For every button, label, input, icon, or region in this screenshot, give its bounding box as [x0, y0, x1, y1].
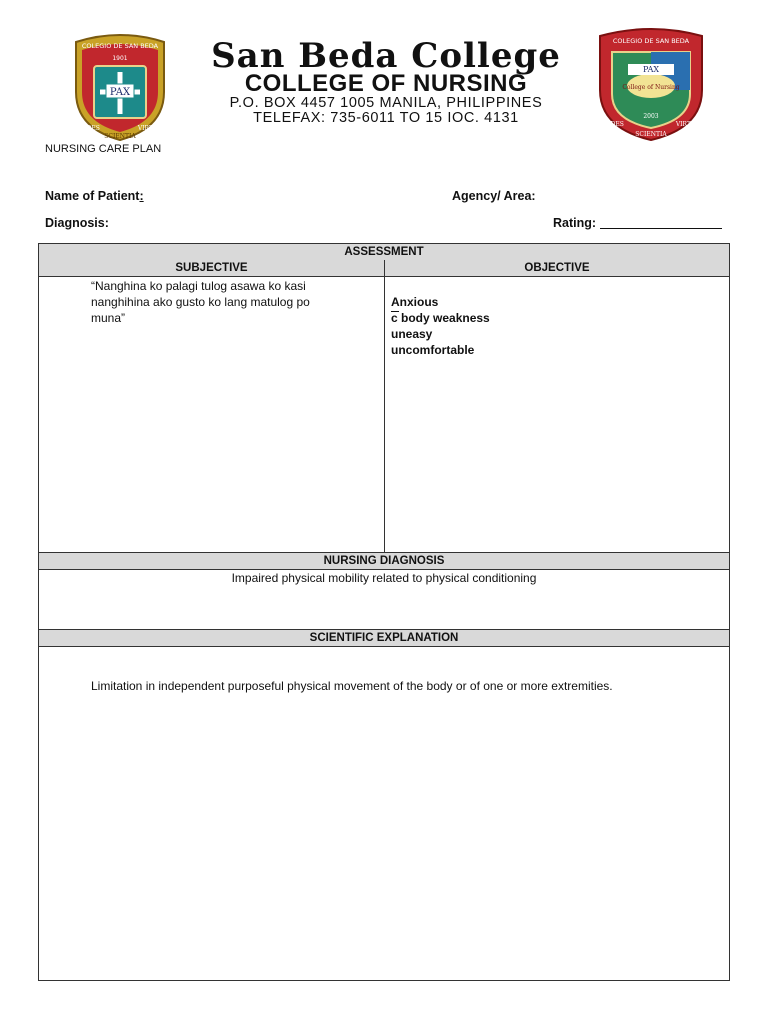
svg-text:VIRTUS: VIRTUS	[137, 125, 163, 132]
objective-header: OBJECTIVE	[385, 260, 729, 277]
column-divider	[384, 260, 385, 552]
svg-text:PAX: PAX	[109, 87, 131, 98]
college-telefax: TELEFAX: 735-6011 TO 15 IOC. 4131	[253, 110, 519, 126]
svg-text:COLEGIO DE SAN BEDA: COLEGIO DE SAN BEDA	[81, 42, 159, 50]
assessment-header: ASSESSMENT	[39, 244, 729, 261]
rating-blank-line	[600, 216, 722, 229]
scientific-explanation-section	[38, 629, 730, 981]
subjective-header: SUBJECTIVE	[39, 260, 385, 277]
svg-text:VIRTUS: VIRTUS	[675, 121, 701, 128]
svg-text:PAX: PAX	[642, 65, 660, 74]
diagnosis-label: Diagnosis:	[45, 216, 109, 230]
college-address: P.O. BOX 4457 1005 MANILA, PHILIPPINES	[229, 95, 543, 111]
nursing-diagnosis-text: Impaired physical mobility related to physical conditioning	[231, 571, 537, 585]
svg-text:SCIENTIA: SCIENTIA	[104, 133, 136, 140]
nursing-diagnosis-section	[38, 552, 730, 630]
svg-text:SCIENTIA: SCIENTIA	[635, 131, 667, 138]
objective-text: Anxious c body weakness uneasy uncomfortable	[391, 295, 490, 357]
svg-text:College of Nursing: College of Nursing	[622, 84, 680, 91]
scientific-explanation-text: Limitation in independent purposeful physical movement of the body or of one or more extremities.	[91, 679, 613, 693]
svg-text:COLEGIO DE SAN BEDA: COLEGIO DE SAN BEDA	[612, 37, 690, 45]
svg-text:2003: 2003	[643, 113, 659, 120]
right-crest-logo	[594, 28, 708, 142]
left-crest-logo	[68, 32, 172, 142]
svg-text:1901: 1901	[112, 55, 128, 62]
college-name: San Beda College	[211, 36, 561, 76]
svg-text:FIDES: FIDES	[604, 121, 624, 128]
svg-text:FIDES: FIDES	[80, 125, 100, 132]
college-department: COLLEGE OF NURSING	[244, 70, 528, 97]
name-of-patient-label: Name of Patient:	[45, 189, 144, 203]
subjective-text: “Nanghina ko palagi tulog asawa ko kasi nanghihina ako gusto ko lang matulog po muna”	[91, 279, 310, 325]
agency-area-label: Agency/ Area:	[452, 189, 536, 203]
form-title: NURSING CARE PLAN	[45, 143, 162, 155]
rating-field: Rating:	[553, 216, 722, 230]
nursing-diagnosis-header: NURSING DIAGNOSIS	[39, 553, 729, 570]
assessment-section	[38, 243, 730, 553]
scientific-explanation-header: SCIENTIFIC EXPLANATION	[39, 630, 729, 647]
